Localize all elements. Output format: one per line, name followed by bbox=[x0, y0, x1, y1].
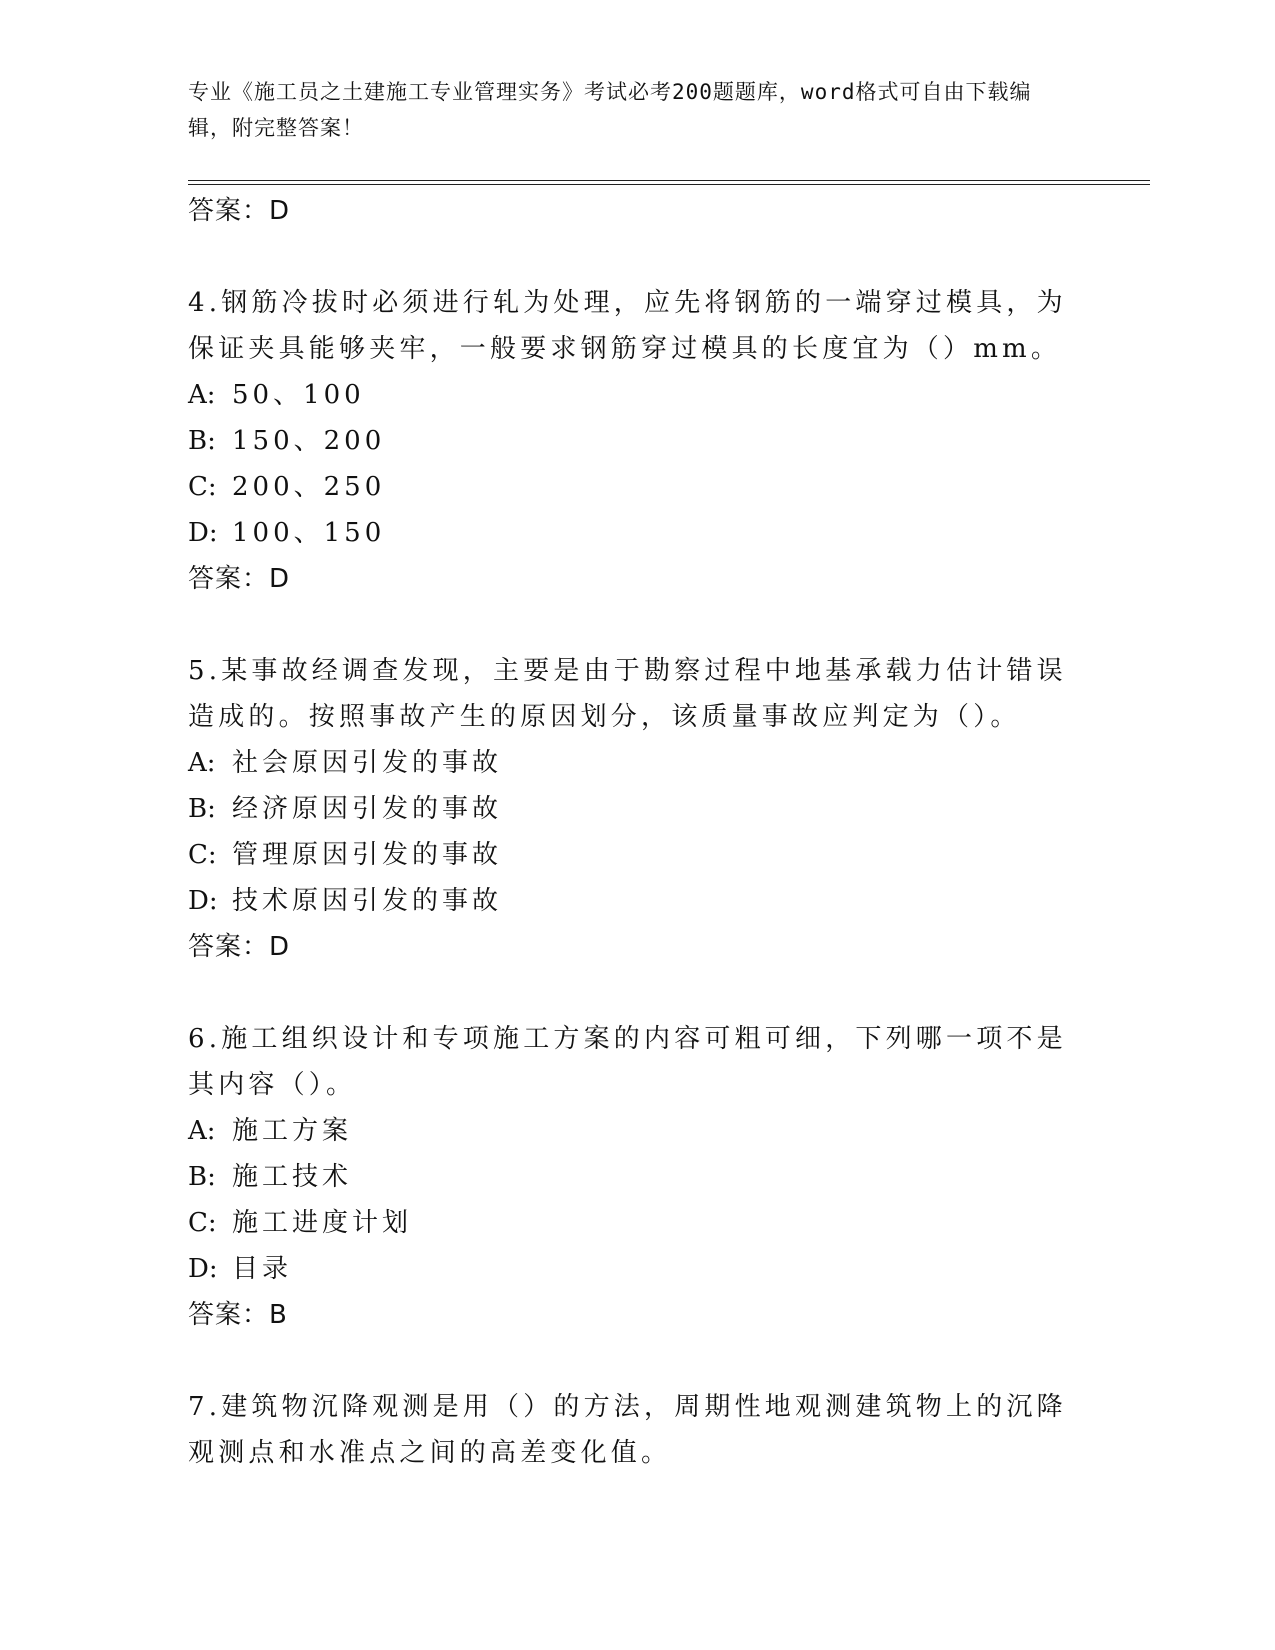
option-b bbox=[188, 786, 1088, 832]
option-d bbox=[188, 878, 1088, 924]
option-a bbox=[188, 1108, 1088, 1154]
option-d bbox=[188, 1246, 1088, 1292]
option-letter: A: bbox=[188, 1116, 216, 1146]
option-letter: C: bbox=[188, 472, 217, 502]
option-letter: C: bbox=[188, 840, 217, 870]
header-divider bbox=[188, 180, 1150, 185]
answer-line: 答案：D bbox=[188, 932, 291, 962]
option-text: 技术原因引发的事故 bbox=[232, 886, 503, 916]
option-text: 经济原因引发的事故 bbox=[232, 794, 503, 824]
option-text: 200、250 bbox=[232, 472, 386, 502]
option-letter: A: bbox=[188, 748, 216, 778]
option-text: 50、100 bbox=[232, 380, 365, 410]
option-letter: B: bbox=[188, 1162, 216, 1192]
option-a bbox=[188, 740, 1088, 786]
option-c bbox=[188, 1200, 1088, 1246]
option-letter: B: bbox=[188, 794, 216, 824]
question-item bbox=[188, 280, 1088, 602]
question-stem: 5.某事故经调查发现，主要是由于勘察过程中地基承载力估计错误造成的。按照事故产生的原因划分，该质量事故应判定为（）。 bbox=[188, 656, 1067, 732]
option-a bbox=[188, 372, 1088, 418]
option-text: 施工技术 bbox=[232, 1162, 353, 1192]
option-letter: C: bbox=[188, 1208, 217, 1238]
option-text: 施工方案 bbox=[232, 1116, 353, 1146]
answer-line: 答案：D bbox=[188, 196, 291, 226]
answer-line: 答案：D bbox=[188, 564, 291, 594]
option-letter: D: bbox=[188, 886, 218, 916]
option-b bbox=[188, 418, 1088, 464]
question-stem: 6.施工组织设计和专项施工方案的内容可粗可细，下列哪一项不是其内容（）。 bbox=[188, 1024, 1067, 1100]
question-item bbox=[188, 1384, 1088, 1476]
option-letter: D: bbox=[188, 1254, 218, 1284]
question-item bbox=[188, 1016, 1088, 1338]
option-text: 管理原因引发的事故 bbox=[232, 840, 503, 870]
option-c bbox=[188, 832, 1088, 878]
option-text: 施工进度计划 bbox=[232, 1208, 413, 1238]
option-letter: B: bbox=[188, 426, 216, 456]
option-text: 社会原因引发的事故 bbox=[232, 748, 503, 778]
document-body bbox=[188, 188, 1088, 1476]
document-header bbox=[188, 74, 1068, 146]
option-d bbox=[188, 510, 1088, 556]
option-letter: D: bbox=[188, 518, 218, 548]
question-stem: 4.钢筋冷拔时必须进行轧为处理，应先将钢筋的一端穿过模具，为保证夹具能够夹牢，一般要求钢筋穿过模具的长度宜为（）mm。 bbox=[188, 288, 1067, 364]
answer-line: 答案：B bbox=[188, 1300, 288, 1330]
option-c bbox=[188, 464, 1088, 510]
option-text: 目录 bbox=[232, 1254, 293, 1284]
question-stem: 7.建筑物沉降观测是用（）的方法，周期性地观测建筑物上的沉降观测点和水准点之间的高差变化值。 bbox=[188, 1392, 1067, 1468]
option-text: 100、150 bbox=[232, 518, 386, 548]
option-b bbox=[188, 1154, 1088, 1200]
option-text: 150、200 bbox=[232, 426, 386, 456]
option-letter: A: bbox=[188, 380, 216, 410]
header-title: 专业《施工员之土建施工专业管理实务》考试必考200题题库，word格式可自由下载编辑，附完整答案！ bbox=[188, 80, 1032, 140]
question-item bbox=[188, 648, 1088, 970]
